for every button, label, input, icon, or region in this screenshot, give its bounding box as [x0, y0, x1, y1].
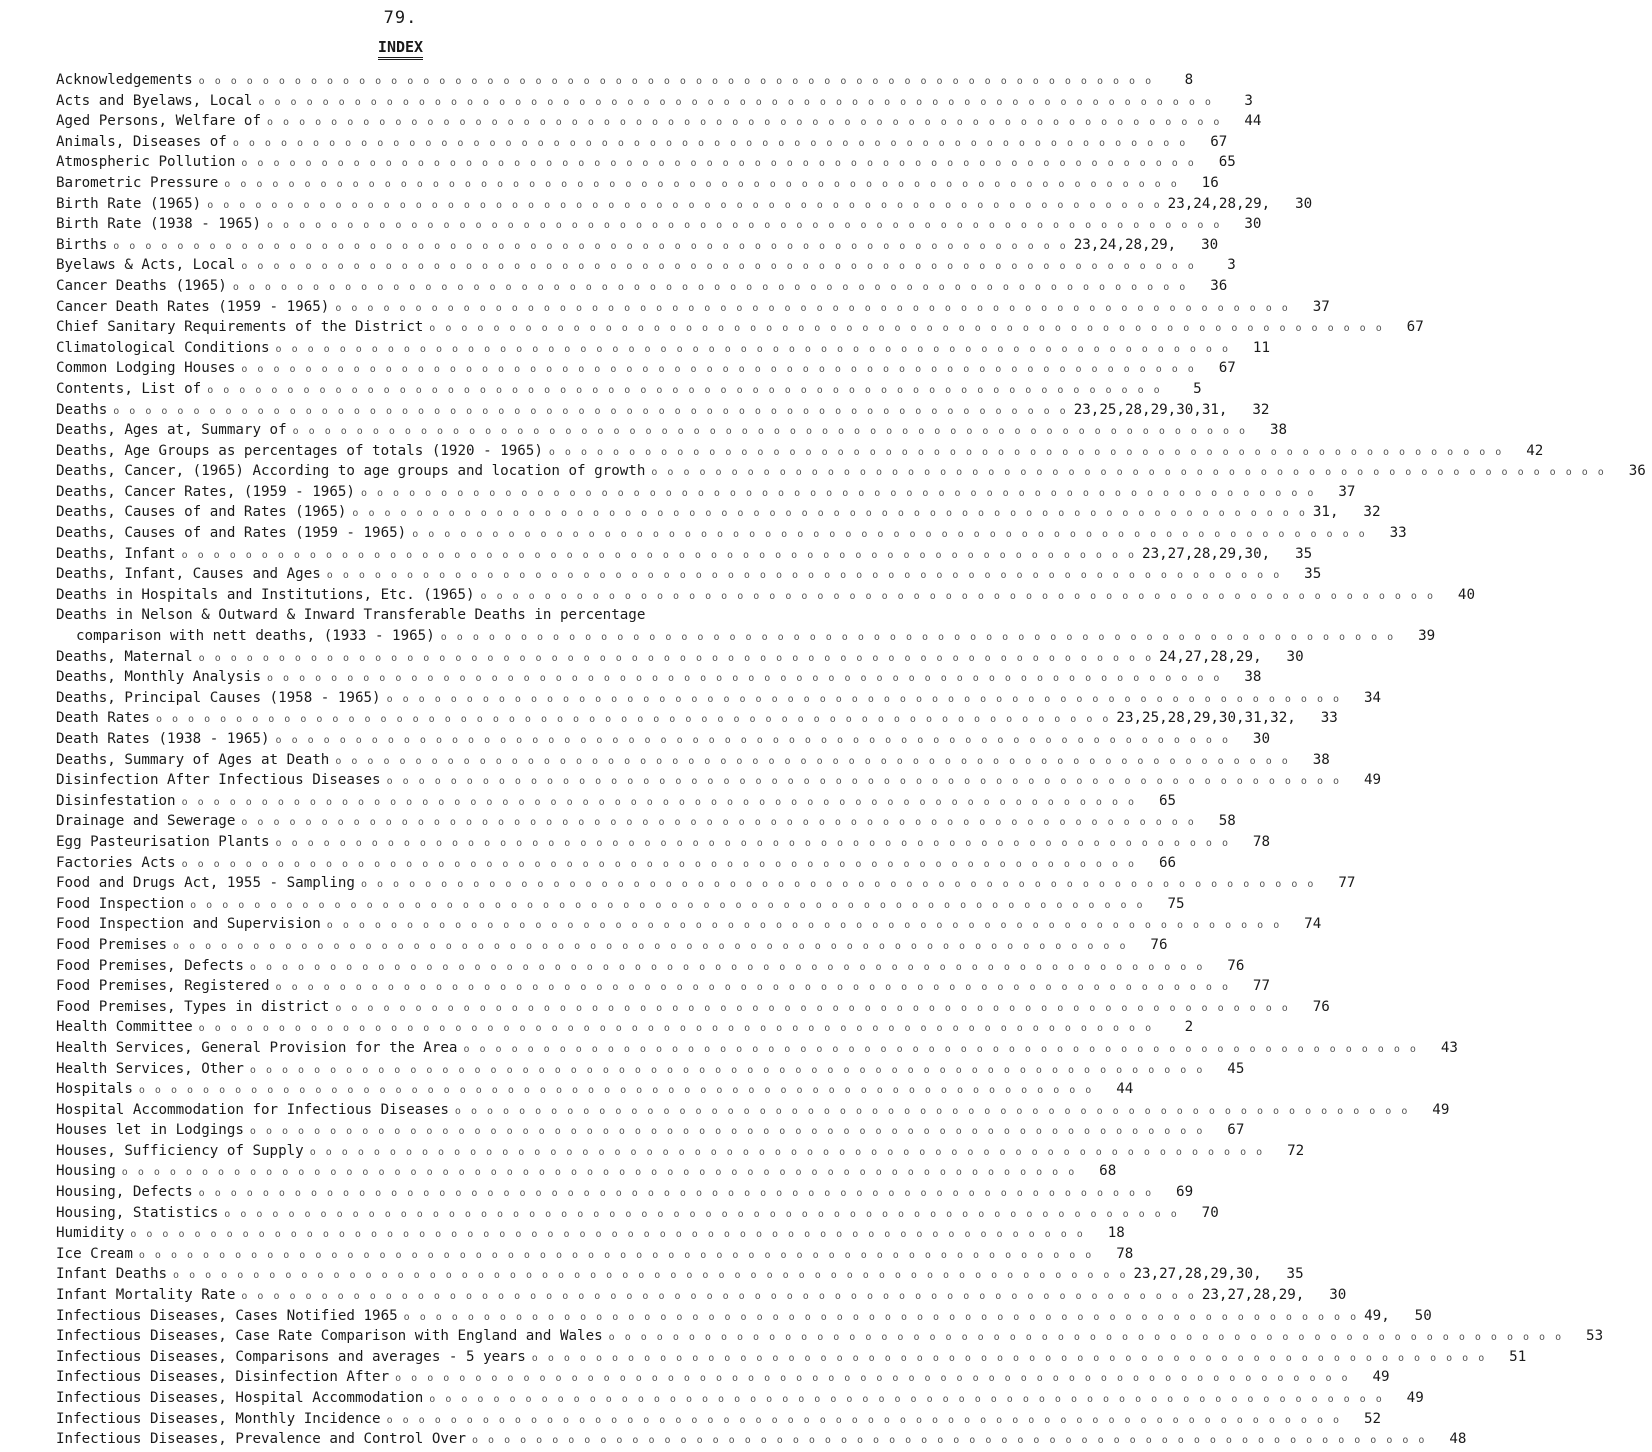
index-entry — [56, 770, 1382, 791]
dot-leader — [150, 710, 1116, 731]
index-entry-page: 2 — [1184, 1019, 1194, 1036]
index-entry-text: Death Rates (1938 - 1965) — [56, 731, 270, 747]
index-entry-text: Contents, List of — [56, 380, 202, 397]
index-entry-page: 67 — [1218, 360, 1236, 377]
dot-leader — [235, 813, 1201, 834]
index-entry-page: 77 — [1252, 978, 1270, 995]
dot-leader — [244, 958, 1210, 979]
index-entry-page: 35 — [1286, 1266, 1304, 1283]
index-entry-page: 36 — [1210, 277, 1228, 294]
index-entry — [56, 1141, 1305, 1162]
dot-leader — [227, 278, 1193, 299]
dot-leader — [244, 1122, 1210, 1143]
dot-leader — [235, 360, 1201, 381]
dot-leader — [193, 649, 1159, 670]
dot-leader — [270, 834, 1236, 855]
index-entry-text: Food Premises, Types in district — [56, 998, 330, 1015]
index-entry — [56, 729, 1270, 750]
index-entry-page: 30 — [1201, 236, 1219, 253]
dot-leader — [261, 216, 1227, 237]
index-entry-text: Houses, Sufficiency of Supply — [56, 1142, 304, 1159]
index-entry-page: 67 — [1406, 319, 1424, 336]
index-entry — [56, 1100, 1450, 1121]
index-entry-page: 66 — [1158, 854, 1177, 871]
index-entry-page: 30 — [1295, 195, 1313, 212]
index-entry-text: Deaths, Age Groups as percentages of totals (1920 - 1965) — [56, 442, 543, 459]
dot-leader — [107, 237, 1073, 258]
index-entry — [56, 976, 1270, 997]
index-entry-text: Housing — [56, 1163, 116, 1180]
index-entry-page: 78 — [1116, 1245, 1134, 1262]
index-entry-page-refs: 23,27,28,29,30, — [1142, 545, 1271, 562]
dot-leader — [176, 855, 1142, 876]
index-entry-page: 42 — [1526, 442, 1544, 459]
dot-leader — [201, 196, 1167, 217]
dot-leader — [475, 587, 1441, 608]
index-entry-page-refs: 49, — [1364, 1307, 1390, 1324]
index-entry-text: Climatological Conditions — [56, 339, 270, 356]
index-entry — [56, 956, 1245, 977]
index-entry-text: Deaths in Nelson & Outward & Inward Transferable Deaths in percentage — [56, 607, 646, 624]
index-entry-text: Infectious Diseases, Case Rate Comparison with England and Wales — [56, 1328, 603, 1345]
index-entry-page: 51 — [1509, 1348, 1527, 1365]
index-entry-text: Food Premises — [56, 936, 168, 953]
index-entry-page-refs: 23,24,28,29, — [1073, 236, 1177, 253]
index-entry-page: 48 — [1449, 1431, 1467, 1448]
index-entry — [56, 585, 1475, 606]
index-entry-text: Housing, Statistics — [56, 1204, 219, 1221]
index-entry-text: Disinfestation — [56, 792, 176, 809]
index-entry-page: 30 — [1252, 731, 1270, 747]
index-entry-page-refs: 23,27,28,29, — [1201, 1287, 1305, 1304]
dot-leader — [603, 1328, 1569, 1349]
index-entry-text: Health Committee — [56, 1019, 193, 1036]
index-entry — [56, 70, 1194, 91]
index-entry-page: 37 — [1312, 298, 1330, 315]
index-entry-text: Infectious Diseases, Hospital Accommodation — [56, 1390, 424, 1406]
dot-leader — [645, 463, 1611, 484]
dot-leader — [176, 793, 1142, 814]
index-entry-page: 65 — [1158, 792, 1177, 809]
index-entry-page-refs: 31, — [1312, 504, 1339, 521]
index-entry — [56, 297, 1330, 318]
index-entry — [56, 997, 1330, 1018]
dot-leader — [423, 1390, 1389, 1411]
dot-leader — [381, 1411, 1347, 1432]
index-entry — [56, 173, 1219, 194]
index-entry — [56, 132, 1228, 153]
index-entry — [56, 1120, 1245, 1141]
index-entry-text: Health Services, Other — [56, 1060, 244, 1077]
index-entry-page: 5 — [1193, 380, 1202, 397]
index-entry-text: Deaths in Hospitals and Institutions, Etc. (1965) — [56, 586, 475, 603]
index-entry-page: 38 — [1269, 422, 1288, 439]
index-entry-text: Housing, Defects — [56, 1184, 193, 1201]
dot-leader — [133, 1246, 1099, 1267]
index-entry — [56, 853, 1177, 874]
dot-leader — [184, 896, 1150, 917]
index-entry-page: 18 — [1107, 1225, 1125, 1242]
index-entry-page: 49 — [1363, 772, 1382, 789]
index-entry — [56, 544, 1313, 565]
dot-leader — [124, 1225, 1090, 1246]
index-entry-page: 35 — [1304, 566, 1322, 583]
index-entry-text: Infectious Diseases, Cases Notified 1965 — [56, 1307, 398, 1324]
index-entry-text: Atmospheric Pollution — [56, 154, 236, 171]
index-entry-text: Hospital Accommodation for Infectious Diseases — [56, 1101, 449, 1118]
index-entry-page: 33 — [1320, 710, 1338, 727]
dot-leader — [329, 299, 1295, 320]
dot-leader — [193, 72, 1159, 93]
dot-leader — [270, 731, 1236, 752]
dot-leader — [218, 175, 1184, 196]
index-entry — [56, 1244, 1134, 1265]
index-entry-text: Factories Acts — [56, 854, 176, 871]
index-entry-text: Deaths, Monthly Analysis — [56, 669, 261, 686]
index-entry-text: Egg Pasteurisation Plants — [56, 833, 270, 850]
index-entry — [56, 894, 1185, 915]
dot-leader — [201, 381, 1167, 402]
index-entry-text: Ice Cream — [56, 1245, 133, 1262]
dot-leader — [423, 319, 1389, 340]
index-entry — [56, 1203, 1219, 1224]
index-entry — [56, 1079, 1134, 1100]
index-entry-page: 16 — [1201, 174, 1219, 191]
index-entry — [56, 400, 1270, 421]
dot-leader — [321, 566, 1287, 587]
index-entry-text: Food Premises, Defects — [56, 957, 244, 974]
index-entry-text: Infant Mortality Rate — [56, 1287, 236, 1304]
index-entry-page: 69 — [1176, 1184, 1194, 1201]
dot-leader — [176, 546, 1142, 567]
dot-leader — [252, 93, 1218, 114]
dot-leader — [457, 1040, 1423, 1061]
index-entry-page: 70 — [1201, 1204, 1219, 1221]
index-entry — [56, 482, 1356, 503]
dot-leader — [287, 422, 1253, 443]
index-entry-page: 53 — [1586, 1328, 1604, 1345]
index-entry — [56, 914, 1322, 935]
index-entry-text: Deaths, Ages at, Summary of — [56, 422, 287, 439]
index-entry — [56, 1388, 1424, 1409]
index-entry — [56, 647, 1304, 668]
index-entry — [56, 1326, 1604, 1347]
index-entry-text: Infectious Diseases, Comparisons and averages - 5 years — [56, 1348, 526, 1365]
index-entry-text: Drainage and Sewerage — [56, 813, 236, 830]
index-entry-page: 3 — [1227, 257, 1236, 274]
index-entry — [56, 91, 1253, 112]
dot-leader — [235, 257, 1201, 278]
dot-leader — [466, 1431, 1432, 1452]
index-entry-page: 75 — [1167, 895, 1185, 912]
index-entry-text: Birth Rate (1965) — [56, 195, 202, 212]
index-list — [56, 70, 1646, 1450]
index-entry-text: Deaths — [56, 401, 108, 418]
index-entry — [56, 338, 1270, 359]
index-entry — [56, 935, 1168, 956]
index-entry-text: Deaths, Infant — [56, 545, 176, 562]
dot-leader — [381, 690, 1347, 711]
index-entry-page: 67 — [1210, 133, 1228, 150]
index-entry-page: 11 — [1252, 339, 1270, 356]
index-entry-page: 30 — [1286, 648, 1304, 665]
index-entry — [56, 1409, 1382, 1430]
index-entry-text: Infectious Diseases, Prevalence and Control Over — [56, 1431, 466, 1448]
index-entry-text: Food Inspection and Supervision — [56, 916, 321, 933]
index-entry-page: 32 — [1363, 504, 1381, 521]
index-entry-page: 78 — [1252, 833, 1270, 850]
index-entry — [56, 1038, 1458, 1059]
dot-leader — [526, 1349, 1492, 1370]
dot-leader — [381, 772, 1347, 793]
dot-leader — [270, 978, 1236, 999]
index-entry-page: 58 — [1218, 813, 1236, 830]
dot-leader — [449, 1102, 1415, 1123]
index-entry-text: Deaths, Principal Causes (1958 - 1965) — [56, 689, 381, 706]
dot-leader — [270, 340, 1236, 361]
index-entry-page: 30 — [1244, 216, 1262, 233]
index-entry — [56, 441, 1544, 462]
index-entry-page: 50 — [1414, 1307, 1432, 1324]
index-entry — [56, 461, 1646, 482]
index-entry — [56, 1367, 1390, 1388]
index-entry-page-refs: 24,27,28,29, — [1159, 648, 1262, 665]
index-entry-text: Deaths, Cancer, (1965) According to age groups and location of growth — [56, 463, 646, 480]
dot-leader — [193, 1184, 1159, 1205]
index-entry-text: Deaths, Maternal — [56, 648, 193, 665]
dot-leader — [321, 916, 1287, 937]
dot-leader — [218, 1205, 1184, 1226]
index-entry-text: Health Services, General Provision for the Area — [56, 1039, 458, 1056]
index-entry — [56, 1264, 1304, 1285]
index-entry-page: 45 — [1227, 1060, 1245, 1077]
index-entry-page: 67 — [1227, 1122, 1245, 1139]
index-entry — [56, 1182, 1194, 1203]
dot-leader — [435, 628, 1401, 649]
index-entry — [56, 502, 1381, 523]
index-entry-text: Births — [56, 236, 108, 253]
index-entry-text: Deaths, Causes of and Rates (1959 - 1965) — [56, 525, 407, 542]
index-entry-page: 37 — [1338, 483, 1356, 500]
index-entry-text: Common Lodging Houses — [56, 360, 236, 377]
index-entry-page: 49 — [1432, 1101, 1450, 1118]
index-entry-page: 43 — [1440, 1039, 1458, 1056]
dot-leader — [116, 1163, 1082, 1184]
index-entry-text: Humidity — [56, 1225, 125, 1242]
index-entry-text: Food Inspection — [56, 895, 185, 912]
index-entry-page: 65 — [1218, 154, 1236, 171]
dot-leader — [227, 134, 1193, 155]
dot-leader — [389, 1369, 1355, 1390]
index-entry — [56, 194, 1313, 215]
index-entry — [56, 1017, 1194, 1038]
index-entry — [56, 111, 1262, 132]
index-entry-text: Aged Persons, Welfare of — [56, 113, 261, 130]
index-entry-text: Barometric Pressure — [56, 174, 219, 191]
index-entry-page: 32 — [1252, 401, 1270, 418]
dot-leader — [406, 525, 1372, 546]
index-entry — [56, 1306, 1432, 1327]
index-entry — [56, 791, 1177, 812]
index-entry-text: Acknowledgements — [56, 72, 193, 88]
index-entry — [56, 832, 1270, 853]
index-entry-page-refs: 23,25,28,29,30,31, — [1073, 401, 1228, 418]
index-entry — [56, 873, 1356, 894]
index-entry-page: 38 — [1312, 751, 1330, 768]
index-title-text: INDEX — [378, 38, 423, 60]
index-entry-page: 72 — [1287, 1142, 1305, 1159]
dot-leader — [235, 1287, 1201, 1308]
index-entry — [56, 708, 1338, 729]
index-entry — [56, 214, 1262, 235]
index-entry — [56, 235, 1219, 256]
dot-leader — [355, 484, 1321, 505]
dot-leader — [167, 1266, 1133, 1287]
index-entry-page: 74 — [1304, 916, 1322, 933]
index-title — [0, 38, 801, 56]
index-entry-page: 33 — [1389, 525, 1407, 542]
index-entry — [56, 255, 1236, 276]
index-entry — [56, 523, 1407, 544]
index-entry-text: Cancer Death Rates (1959 - 1965) — [56, 298, 330, 315]
index-entry-text: Byelaws & Acts, Local — [56, 257, 236, 274]
index-entry-page: 39 — [1418, 628, 1436, 645]
index-entry — [56, 420, 1288, 441]
index-entry-page: 36 — [1628, 463, 1646, 480]
dot-leader — [304, 1143, 1270, 1164]
index-entry-page-refs: 23,25,28,29,30,31,32, — [1116, 710, 1296, 727]
index-entry — [56, 1347, 1527, 1368]
index-entry-text: Animals, Diseases of — [56, 133, 227, 150]
index-entry — [56, 152, 1236, 173]
index-entry-text: Deaths, Causes of and Rates (1965) — [56, 504, 347, 521]
index-entry-text: Acts and Byelaws, Local — [56, 92, 253, 109]
index-entry — [56, 1059, 1245, 1080]
index-entry-text: Death Rates — [56, 710, 150, 727]
index-entry-text: Cancer Deaths (1965) — [56, 277, 227, 294]
index-entry — [56, 1429, 1467, 1450]
index-entry-text: Deaths, Cancer Rates, (1959 - 1965) — [56, 483, 355, 500]
index-entry-page: 30 — [1329, 1287, 1347, 1304]
dot-leader — [346, 504, 1312, 525]
index-entry — [56, 379, 1202, 400]
dot-leader — [329, 999, 1295, 1020]
index-entry — [56, 1161, 1117, 1182]
index-entry-text: Disinfection After Infectious Diseases — [56, 772, 381, 789]
index-entry-page: 77 — [1338, 875, 1356, 892]
index-entry-text: Deaths, Infant, Causes and Ages — [56, 566, 321, 583]
index-entry-text: Birth Rate (1938 - 1965) — [56, 216, 261, 233]
index-entry-page: 52 — [1363, 1410, 1382, 1427]
dot-leader — [133, 1081, 1099, 1102]
index-entry — [56, 688, 1382, 709]
index-entry — [56, 564, 1322, 585]
index-entry-text: Houses let in Lodgings — [56, 1122, 244, 1139]
index-entry-page: 3 — [1244, 92, 1253, 109]
index-entry — [56, 358, 1236, 379]
index-entry-text: Infant Deaths — [56, 1266, 168, 1283]
index-entry — [56, 750, 1330, 771]
index-entry — [56, 605, 796, 626]
dot-leader — [261, 113, 1227, 134]
index-entry-text: Chief Sanitary Requirements of the District — [56, 319, 424, 336]
dot-leader — [107, 402, 1073, 423]
dot-leader — [235, 154, 1201, 175]
dot-leader — [261, 669, 1227, 690]
index-entry-text: Deaths, Summary of Ages at Death — [56, 751, 330, 768]
index-entry — [56, 317, 1424, 338]
index-entry-text: Food Premises, Registered — [56, 978, 270, 995]
index-entry-page: 40 — [1457, 586, 1475, 603]
index-entry-page: 49 — [1406, 1390, 1424, 1406]
index-entry — [56, 667, 1262, 688]
dot-leader — [355, 875, 1321, 896]
index-entry-page: 76 — [1150, 936, 1168, 953]
dot-leader — [398, 1308, 1364, 1329]
index-entry-page: 49 — [1372, 1369, 1390, 1386]
dot-leader — [167, 937, 1133, 958]
index-entry-text: Hospitals — [56, 1081, 133, 1098]
index-entry-page: 35 — [1295, 545, 1313, 562]
index-entry-page: 76 — [1227, 957, 1245, 974]
index-entry-page: 44 — [1116, 1081, 1134, 1098]
index-entry — [56, 626, 1436, 647]
index-entry — [56, 276, 1228, 297]
index-entry-page: 76 — [1312, 998, 1330, 1015]
dot-leader — [329, 752, 1295, 773]
index-entry-page: 44 — [1244, 113, 1262, 130]
dot-leader — [543, 443, 1509, 464]
page-number: 79. — [383, 8, 418, 28]
dot-leader — [193, 1019, 1159, 1040]
index-entry-page: 38 — [1244, 669, 1262, 686]
dot-leader — [244, 1061, 1210, 1082]
index-entry-page: 68 — [1099, 1163, 1117, 1180]
index-entry-page: 8 — [1184, 72, 1194, 88]
index-entry-page-refs: 23,24,28,29, — [1167, 195, 1271, 212]
index-entry — [56, 1223, 1125, 1244]
index-entry-text: comparison with nett deaths, (1933 - 1965) — [76, 628, 435, 645]
index-entry-text: Infectious Diseases, Monthly Incidence — [56, 1410, 381, 1427]
index-entry — [56, 811, 1236, 832]
index-entry-page: 34 — [1363, 689, 1382, 706]
index-entry — [56, 1285, 1347, 1306]
index-entry-text: Infectious Diseases, Disinfection After — [56, 1369, 390, 1386]
index-entry-text: Food and Drugs Act, 1955 - Sampling — [56, 875, 355, 892]
index-entry-page-refs: 23,27,28,29,30, — [1133, 1266, 1262, 1283]
